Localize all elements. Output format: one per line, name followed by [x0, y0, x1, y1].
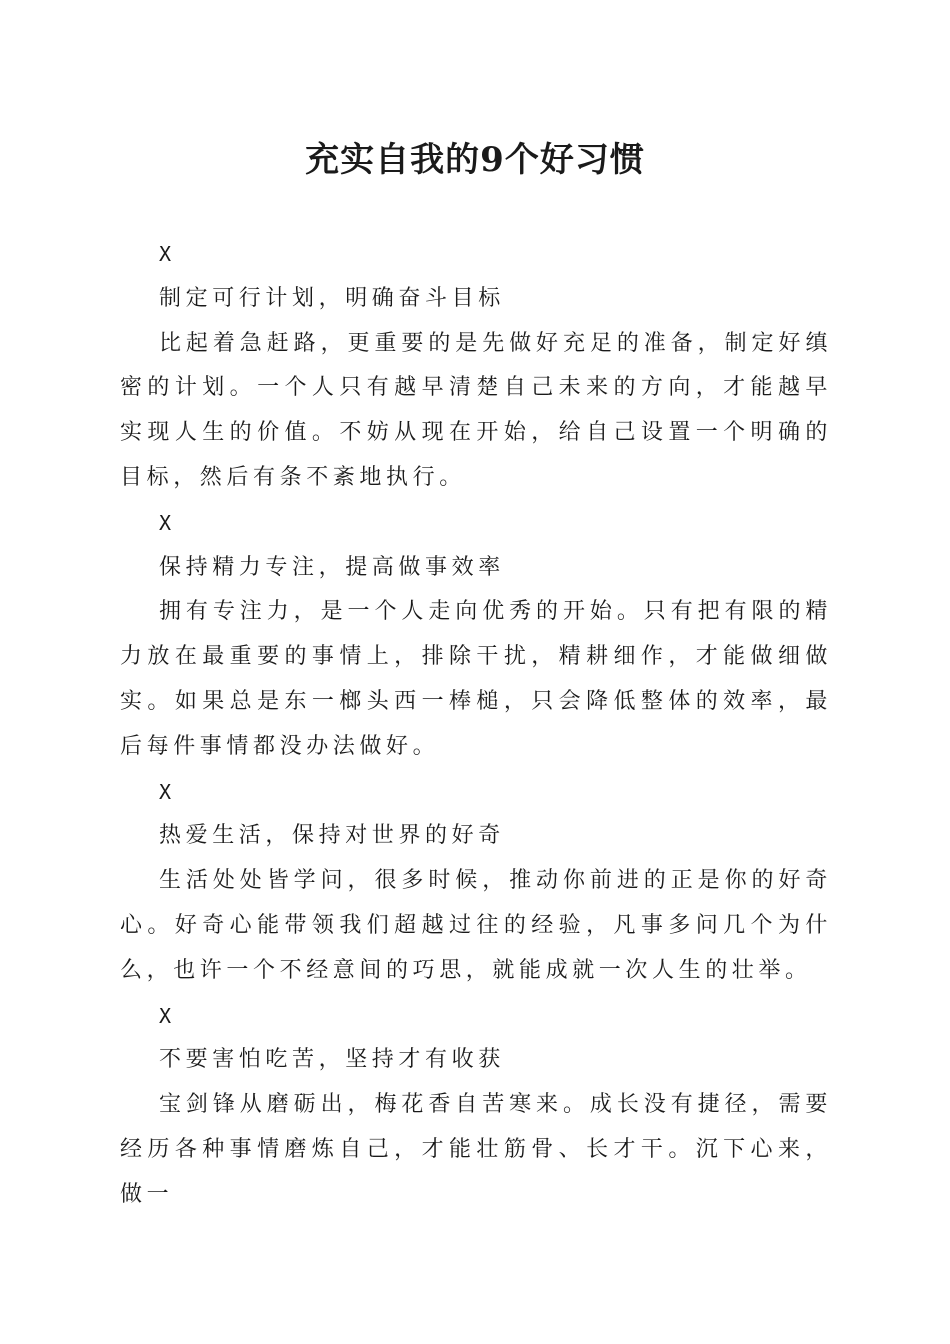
section-marker: X — [159, 779, 172, 804]
section-marker: X — [159, 242, 172, 266]
document-body — [120, 232, 832, 1218]
section-paragraph: 拥有专注力，是一个人走向优秀的开始。只有把有限的精力放在最重要的事情上，排除干扰，精耕细作，才能做细做实。如果总是东一榔头西一棒槌，只会降低整体的效率，最后每件事情都没办法做好。 — [120, 599, 832, 759]
section-heading: 不要害怕吃苦，坚持才有收获 — [159, 1047, 505, 1073]
section-paragraph: 生活处处皆学问，很多时候，推动你前进的正是你的好奇心。好奇心能带领我们超越过往的经验，凡事多问几个为什么，也许一个不经意间的巧思，就能成就一次人生的壮举。 — [120, 868, 832, 983]
section-marker: X — [159, 1003, 172, 1028]
section-paragraph: 宝剑锋从磨砺出，梅花香自苦寒来。成长没有捷径，需要经历各种事情磨炼自己，才能壮筋骨、长才干。沉下心来，做一 — [120, 1092, 832, 1207]
section-4 — [120, 994, 832, 1218]
section-3 — [120, 770, 832, 994]
section-heading: 保持精力专注，提高做事效率 — [159, 554, 505, 580]
section-2 — [120, 501, 832, 770]
section-heading: 热爱生活，保持对世界的好奇 — [159, 823, 505, 849]
section-heading: 制定可行计划，明确奋斗目标 — [159, 285, 505, 311]
section-paragraph: 比起着急赶路，更重要的是先做好充足的准备，制定好缜密的计划。一个人只有越早清楚自己未来的方向，才能越早实现人生的价值。不妨从现在开始，给自己设置一个明确的目标，然后有条不紊地执行。 — [120, 330, 832, 490]
document-title: 充实自我的9个好习惯 — [305, 140, 645, 180]
section-1 — [120, 232, 832, 501]
section-marker: X — [159, 510, 172, 535]
